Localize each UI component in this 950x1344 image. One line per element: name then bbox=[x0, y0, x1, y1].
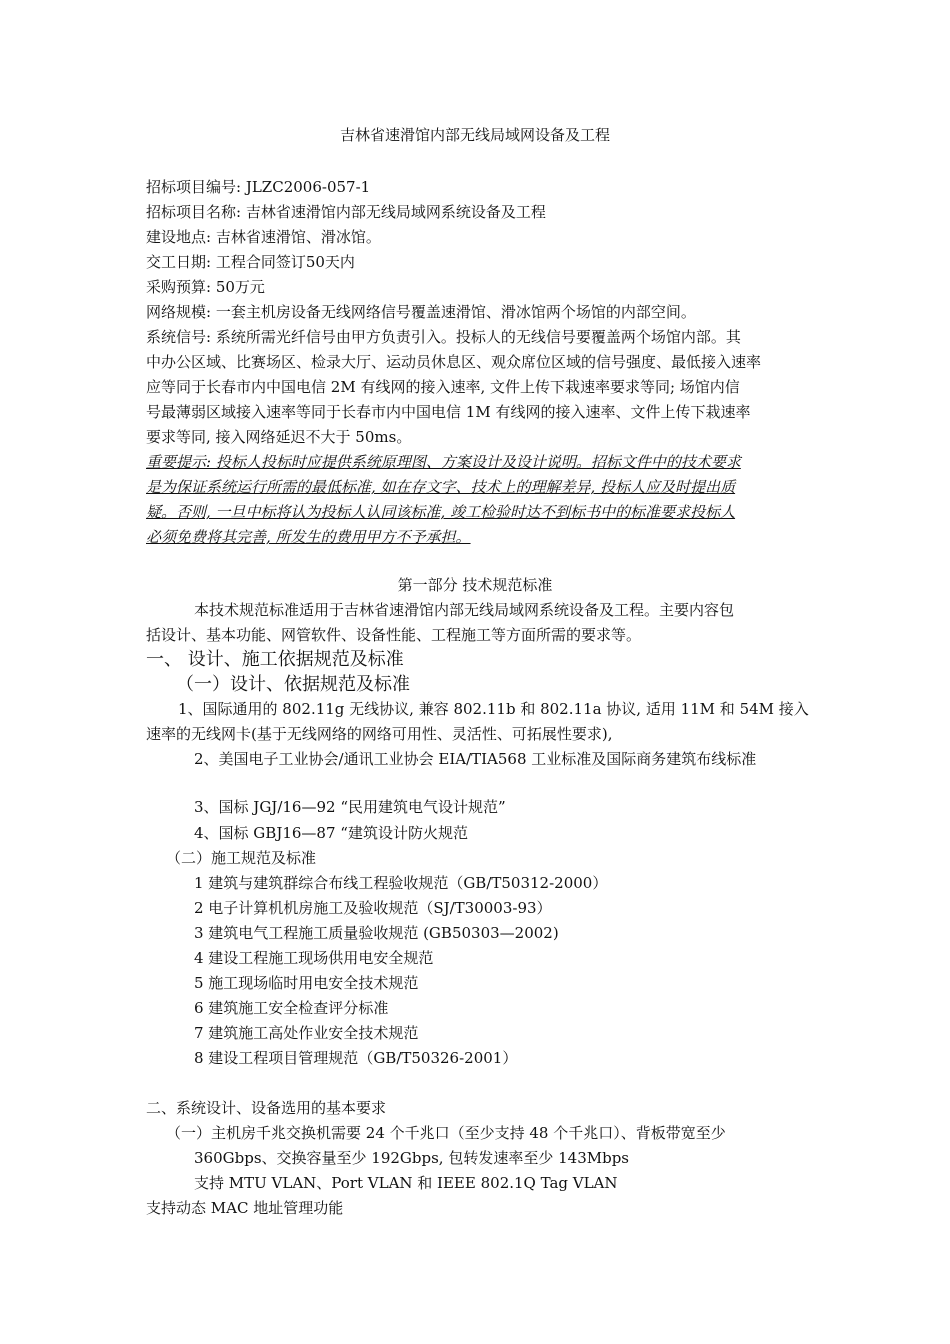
document-title: 吉林省速滑馆内部无线局域网设备及工程 bbox=[339, 126, 610, 144]
standard-item-1-line-1: 1、国际通用的 802.11g 无线协议, 兼容 802.11b 和 802.11a 协议, 适用 11M 和 54M 接入 bbox=[178, 700, 809, 718]
purchase-budget: 采购预算: 50万元 bbox=[146, 278, 265, 296]
standard-item-2: 2、美国电子工业协会/通讯工业协会 EIA/TIA568 工业标准及国际商务建筑布线标准 bbox=[194, 750, 757, 768]
construction-standard-item: 8 建设工程项目管理规范（GB/T50326-2001） bbox=[194, 1049, 518, 1067]
system-signal-line-3: 应等同于长春市内中国电信 2M 有线网的接入速率, 文件上传下栽速率要求等同; 场馆内信 bbox=[146, 378, 740, 396]
system-signal-line-4: 号最薄弱区域接入速率等同于长春市内中国电信 1M 有线网的接入速率、文件上传下栽速率 bbox=[146, 403, 751, 421]
system-signal-line-1: 系统信号: 系统所需光纤信号由甲方负责引入。投标人的无线信号要覆盖两个场馆内部。其 bbox=[146, 328, 741, 346]
system-signal-line-2: 中办公区域、比赛场区、检录大厅、运动员休息区、观众席位区域的信号强度、最低接入速率 bbox=[146, 353, 762, 371]
requirement-1-line-4: 支持动态 MAC 地址管理功能 bbox=[146, 1199, 344, 1217]
notice-line-4: 必须免费将其完善, 所发生的费用甲方不予承担。 bbox=[146, 528, 471, 546]
notice-line-2: 是为保证系统运行所需的最低标准, 如在存文字、技术上的理解差异, 投标人应及时提出质 bbox=[146, 478, 736, 496]
standard-item-4: 4、国标 GBJ16—87 “建筑设计防火规范 bbox=[194, 824, 468, 842]
requirement-1-line-2: 360Gbps、交换容量至少 192Gbps, 包转发速率至少 143Mbps bbox=[194, 1149, 629, 1167]
construction-standard-item: 7 建筑施工高处作业安全技术规范 bbox=[194, 1024, 419, 1042]
standard-item-1-line-2: 速率的无线网卡(基于无线网络的网络可用性、灵活性、可拓展性要求), bbox=[146, 725, 613, 743]
part1-intro-line-1: 本技术规范标准适用于吉林省速滑馆内部无线局域网系统设备及工程。主要内容包 bbox=[194, 601, 735, 619]
section-1-heading: 一、 设计、施工依据规范及标准 bbox=[146, 649, 404, 670]
construction-site: 建设地点: 吉林省速滑馆、滑冰馆。 bbox=[146, 228, 381, 246]
construction-standard-item: 1 建筑与建筑群综合布线工程验收规范（GB/T50312-2000） bbox=[194, 874, 608, 892]
project-name: 招标项目名称: 吉林省速滑馆内部无线局域网系统设备及工程 bbox=[146, 203, 546, 221]
standard-item-3: 3、国标 JGJ/16—92 “民用建筑电气设计规范” bbox=[194, 798, 506, 816]
construction-standard-item: 2 电子计算机机房施工及验收规范（SJ/T30003-93） bbox=[194, 899, 552, 917]
part1-heading: 第一部分 技术规范标准 bbox=[397, 576, 553, 594]
system-signal-line-5: 要求等同, 接入网络延迟不大于 50ms。 bbox=[146, 428, 412, 446]
requirement-1-line-3: 支持 MTU VLAN、Port VLAN 和 IEEE 802.1Q Tag VLAN bbox=[194, 1174, 618, 1192]
network-scale: 网络规模: 一套主机房设备无线网络信号覆盖速滑馆、滑冰馆两个场馆的内部空间。 bbox=[146, 303, 696, 321]
notice-line-3: 疑。否则, 一旦中标将认为投标人认同该标准, 竣工检验时达不到标书中的标准要求投标人 bbox=[146, 503, 736, 521]
subsection-2-heading: （二）施工规范及标准 bbox=[166, 849, 317, 867]
construction-standard-item: 5 施工现场临时用电安全技术规范 bbox=[194, 974, 419, 992]
section-2-heading: 二、系统设计、设备选用的基本要求 bbox=[146, 1099, 387, 1117]
delivery-date: 交工日期: 工程合同签订50天内 bbox=[146, 253, 355, 271]
construction-standard-item: 3 建筑电气工程施工质量验收规范 (GB50303—2002) bbox=[194, 924, 559, 942]
notice-line-1: 重要提示: 投标人投标时应提供系统原理图、方案设计及设计说明。招标文件中的技术要求 bbox=[146, 453, 741, 471]
requirement-1-line-1: （一）主机房千兆交换机需要 24 个千兆口（至少支持 48 个千兆口）、背板带宽至少 bbox=[166, 1124, 726, 1142]
project-number: 招标项目编号: JLZC2006-057-1 bbox=[146, 178, 371, 196]
construction-standard-item: 6 建筑施工安全检查评分标准 bbox=[194, 999, 389, 1017]
subsection-1-heading: （一）设计、依据规范及标准 bbox=[176, 674, 410, 695]
construction-standard-item: 4 建设工程施工现场供用电安全规范 bbox=[194, 949, 434, 967]
part1-intro-line-2: 括设计、基本功能、网管软件、设备性能、工程施工等方面所需的要求等。 bbox=[146, 626, 642, 644]
